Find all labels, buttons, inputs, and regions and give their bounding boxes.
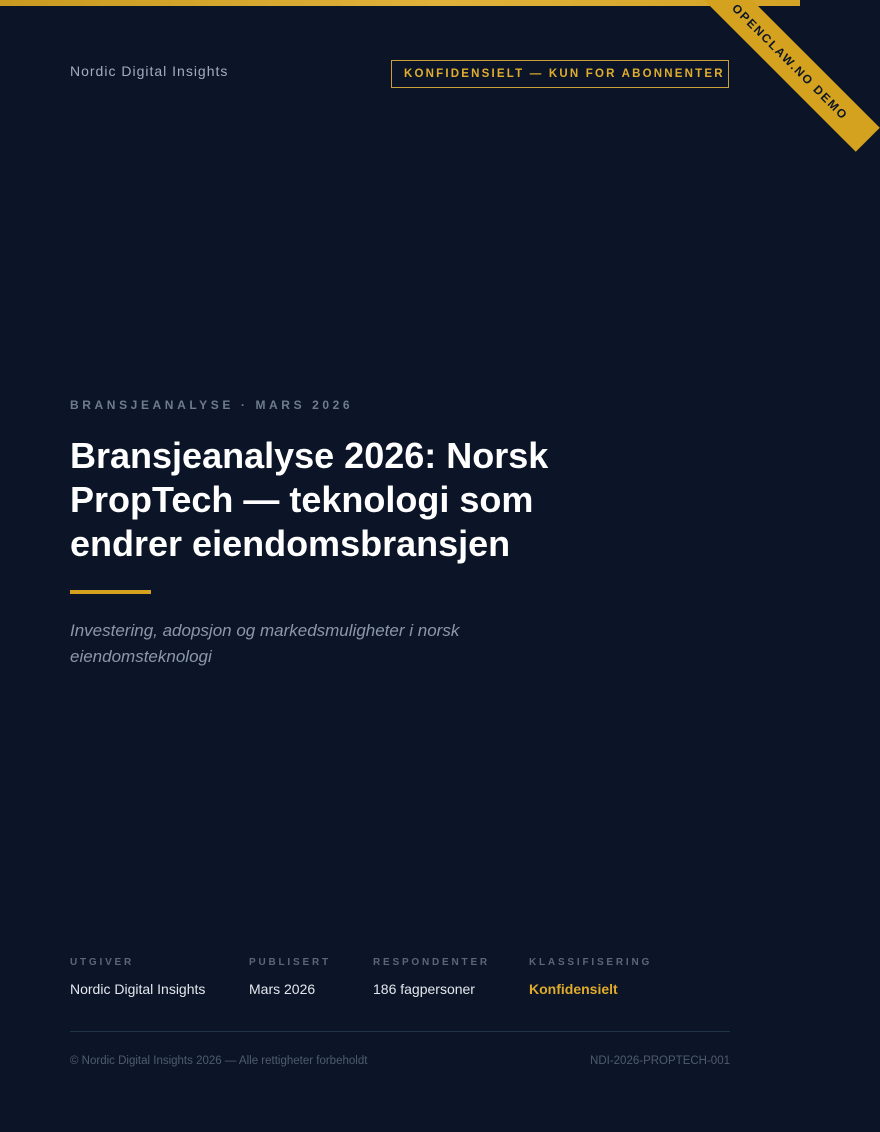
meta-publisher-label: UTGIVER <box>70 957 135 968</box>
confidential-badge: KONFIDENSIELT — KUN FOR ABONNENTER <box>391 60 729 88</box>
meta-classification-value: Konfidensielt <box>529 981 618 997</box>
meta-respondents-value: 186 fagpersoner <box>373 981 475 997</box>
meta-respondents <box>373 957 490 997</box>
meta-published-value: Mars 2026 <box>249 981 316 997</box>
copyright-text: © Nordic Digital Insights 2026 — Alle rettigheter forbeholdt <box>70 1055 368 1067</box>
meta-publisher-value: Nordic Digital Insights <box>70 981 206 997</box>
meta-published <box>249 957 331 997</box>
report-title: Bransjeanalyse 2026: Norsk PropTech — teknologi som endrer eiendomsbransjen <box>70 435 549 564</box>
demo-ribbon-label: OPENCLAW.NO DEMO <box>700 0 880 152</box>
report-subtitle: Investering, adopsjon og markedsmuligheter i norsk eiendomsteknologi <box>70 621 460 666</box>
meta-classification-label: KLASSIFISERING <box>529 957 653 968</box>
report-eyebrow: BRANSJEANALYSE · MARS 2026 <box>70 398 354 412</box>
corner-ribbon <box>600 0 851 170</box>
meta-published-label: PUBLISERT <box>249 957 331 968</box>
meta-respondents-label: RESPONDENTER <box>373 957 490 968</box>
document-id: NDI-2026-PROPTECH-001 <box>590 1055 730 1067</box>
publisher-name: Nordic Digital Insights <box>70 63 229 79</box>
footer-divider <box>70 1031 730 1032</box>
meta-publisher <box>70 957 205 997</box>
title-accent-line <box>70 590 151 594</box>
meta-classification <box>529 957 652 997</box>
